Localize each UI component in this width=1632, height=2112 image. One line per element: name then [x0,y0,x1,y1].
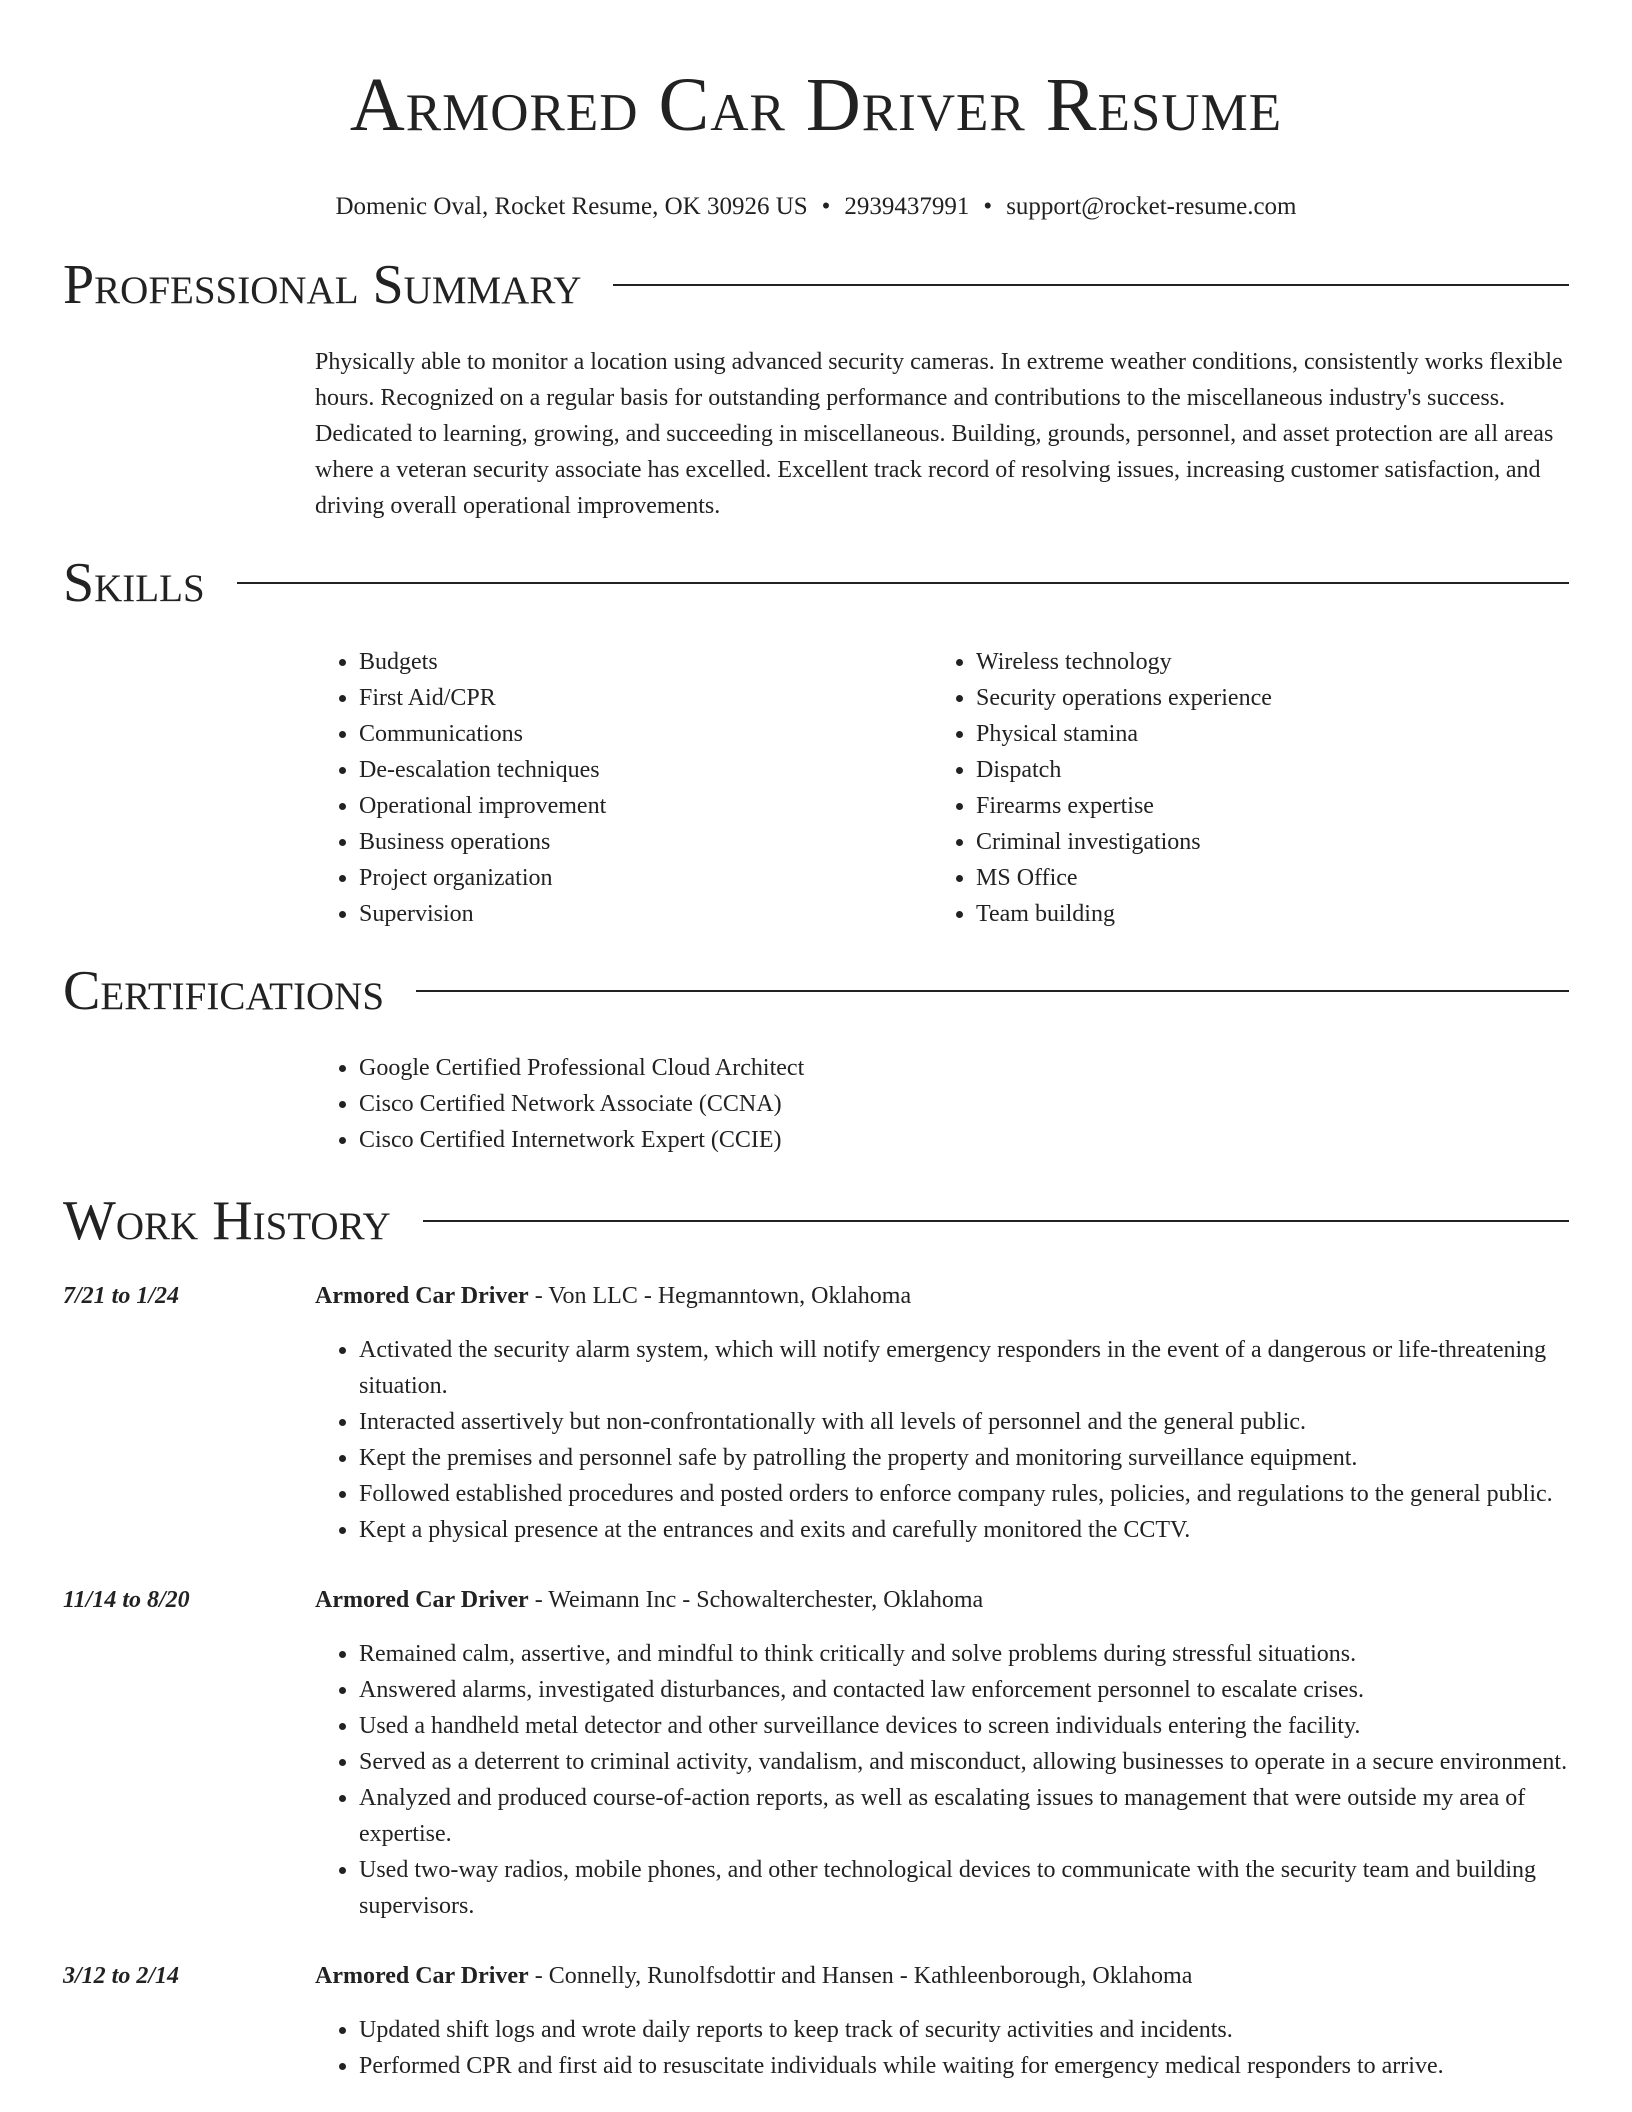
certifications-heading: Certifications [63,960,385,1022]
job-bullet: • Kept a physical presence at the entrances and exits and carefully monitored the CCTV. [359,1512,1569,1548]
summary-heading: Professional Summary [63,254,582,316]
skill-item: • Operational improvement [359,788,932,824]
certifications-header [63,956,1569,1026]
section-divider [237,582,1569,584]
job-body [315,1958,1569,2084]
skill-item: • Security operations experience [976,680,1569,716]
skill-item: • Team building [976,896,1569,932]
skills-grid [315,644,1569,932]
job-bullet: • Kept the premises and personnel safe by patrolling the property and monitoring surveillance equipment. [359,1440,1569,1476]
skill-item: • Physical stamina [976,716,1569,752]
page-title: Armored Car Driver Resume [349,63,1283,147]
job-bullet: • Served as a deterrent to criminal activity, vandalism, and misconduct, allowing businesses to operate in a secure environment. [359,1744,1569,1780]
skill-item: • Project organization [359,860,932,896]
job-dates: 7/21 to 1/24 [63,1283,180,1309]
job-heading-line [315,1582,1569,1618]
skills-header [63,548,1569,618]
work-history-section [0,1186,1632,2084]
section-divider [613,284,1569,286]
skills-section [0,548,1632,932]
skill-item: • Firearms expertise [976,788,1569,824]
job-bullet: • Answered alarms, investigated disturbances, and contacted law enforcement personnel to escalate crises. [359,1672,1569,1708]
skills-list-left [315,644,932,932]
section-divider [416,990,1569,992]
job-bullet: • Remained calm, assertive, and mindful to think critically and solve problems during stressful situations. [359,1636,1569,1672]
job-bullet: • Activated the security alarm system, which will notify emergency responders in the event of a dangerous or life-threatening situation. [359,1332,1569,1404]
job-bullet: • Updated shift logs and wrote daily reports to keep track of security activities and incidents. [359,2012,1569,2048]
skill-item: • Dispatch [976,752,1569,788]
job-body [315,1278,1569,1548]
skill-item: • Budgets [359,644,932,680]
job-title: Armored Car Driver [315,1283,529,1309]
skill-item: • Supervision [359,896,932,932]
job-entry [63,1278,1569,1548]
work-history-header [63,1186,1569,1256]
jobs-list [63,1278,1569,2084]
job-bullet: • Interacted assertively but non-confrontationally with all levels of personnel and the general public. [359,1404,1569,1440]
contact-email: support@rocket-resume.com [1006,193,1297,220]
job-bullet-list [315,1332,1569,1548]
skill-item: • Communications [359,716,932,752]
skill-item: • MS Office [976,860,1569,896]
job-heading-line [315,1278,1569,1314]
job-employer-location: - Weimann Inc - Schowalterchester, Oklahoma [528,1587,984,1613]
job-employer-location: - Connelly, Runolfsdottir and Hansen - Kathleenborough, Oklahoma [528,1963,1193,1989]
certifications-list [315,1050,1569,1158]
job-employer-location: - Von LLC - Hegmanntown, Oklahoma [528,1283,912,1309]
job-entry [63,1582,1569,1924]
skills-heading: Skills [63,552,205,614]
certification-item: • Cisco Certified Internetwork Expert (CCIE) [359,1122,1569,1158]
skill-item: • Wireless technology [976,644,1569,680]
skill-item: • Business operations [359,824,932,860]
job-dates: 11/14 to 8/20 [63,1587,190,1613]
job-title: Armored Car Driver [315,1587,529,1613]
contact-line [0,192,1632,222]
skills-list-right [932,644,1569,932]
summary-content [315,344,1569,524]
job-bullet-list [315,1636,1569,1924]
certifications-content [315,1050,1569,1158]
job-heading-line [315,1958,1569,1994]
certification-item: • Google Certified Professional Cloud Architect [359,1050,1569,1086]
job-body [315,1582,1569,1924]
skill-item: • First Aid/CPR [359,680,932,716]
job-bullet-list [315,2012,1569,2084]
contact-address: Domenic Oval, Rocket Resume, OK 30926 US [335,193,808,220]
work-history-heading: Work History [63,1190,391,1252]
job-bullet: • Performed CPR and first aid to resuscitate individuals while waiting for emergency medical responders to arrive. [359,2048,1569,2084]
job-bullet: • Used a handheld metal detector and other surveillance devices to screen individuals entering the facility. [359,1708,1569,1744]
contact-separator: • [821,193,831,220]
job-bullet: • Analyzed and produced course-of-action reports, as well as escalating issues to management that were outside my area of expertise. [359,1780,1569,1852]
summary-header [63,250,1569,320]
skill-item: • De-escalation techniques [359,752,932,788]
section-divider [423,1220,1569,1222]
job-entry [63,1958,1569,2084]
job-bullet: • Used two-way radios, mobile phones, and other technological devices to communicate with the security team and building supervisors. [359,1852,1569,1924]
job-dates: 3/12 to 2/14 [63,1963,180,1989]
contact-phone: 2939437991 [844,193,970,220]
job-bullet: • Followed established procedures and posted orders to enforce company rules, policies, and regulations to the general public. [359,1476,1569,1512]
job-title: Armored Car Driver [315,1963,529,1989]
certifications-section [0,956,1632,1158]
summary-section [0,250,1632,524]
skill-item: • Criminal investigations [976,824,1569,860]
summary-text: Physically able to monitor a location using advanced security cameras. In extreme weather conditions, consistently works flexible hours. Recognized on a regular basis for outstanding performance and contributions to the miscellaneous industry's success. Dedicated to learning, growing, and succeeding in miscellaneous. Building, grounds, personnel, and asset protection are all areas where a veteran security associate has excelled. Excellent track record of resolving issues, increasing customer satisfaction, and driving overall operational improvements. [315,349,1563,519]
certification-item: • Cisco Certified Network Associate (CCNA) [359,1086,1569,1122]
contact-separator: • [983,193,993,220]
